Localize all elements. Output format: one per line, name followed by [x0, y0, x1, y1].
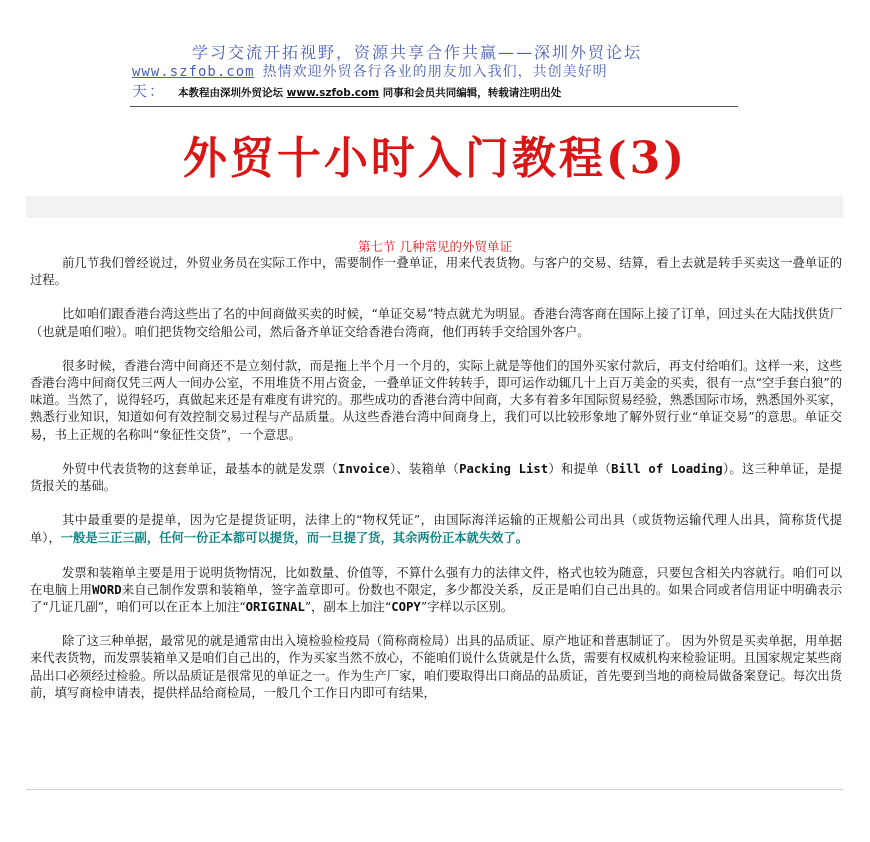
word-term: WORD — [92, 582, 122, 597]
paragraph-4 — [30, 461, 842, 495]
forum-url-link[interactable]: www.szfob.com — [132, 64, 255, 80]
welcome-line — [132, 61, 608, 81]
copy-term: COPY — [391, 600, 421, 615]
welcome-text: 热情欢迎外贸各行各业的朋友加入我们，共创美好明 — [262, 64, 608, 80]
paragraph-2: 比如咱们跟香港台湾这些出了名的中间商做买卖的时候，“单证交易”特点就尤为明显。香港台湾客商在国际上接了订单，回过头在大陆找供货厂（也就是咱们啦）。咱们把货物交给船公司，然后备齐单证交给香港台湾商，他们再转手交给国外客户。 — [30, 307, 842, 339]
bill-of-loading-term: Bill of Loading — [611, 461, 723, 476]
original-term: ORIGINAL — [245, 600, 305, 615]
paragraph-5 — [30, 512, 842, 547]
document-title: 外贸十小时入门教程(3) — [182, 133, 688, 184]
note-prefix: 本教程由深圳外贸论坛 — [178, 87, 284, 99]
p6-text-b: 来自己制作发票和装箱单，签字盖章即可。份数也不限定，多少都没关系，反正是咱们自己出具的。如果合同或者信用证中明确表示了“几证几副”，咱们可以在正本上加注“ — [30, 582, 842, 615]
paragraph-7: 除了这三种单据，最常见的就是通常由出入境检验检疫局（简称商检局）出具的品质证、原产地证和普惠制证了。 因为外贸是买卖单据，用单据来代表货物，而发票装箱单又是咱们自己出的，作为买家当然不放心，不能咱们说什么货就是什么货，需要有权威机构来检验证明。且国家规定某些商品出口必须经过检验。所以品质证是很常见的单证之一。作为生产厂家，咱们要取得出口商品的品质证，首先要到当地的商检局做备案登记。每次出货前，填写商检申请表，提供样品给商检局，一般几个工作日内即可有结果， — [30, 634, 842, 700]
note-url-link[interactable]: www.szfob.com — [286, 87, 380, 99]
paragraph-3: 很多时候，香港台湾中间商还不是立刻付款，而是拖上半个月一个月的，实际上就是等他们的国外买家付款后，再支付给咱们。这样一来，这些香港台湾中间商仅凭三两人一间办公室，不用堆货不用占资金，一叠单证文件转转手，即可运作动辄几十上百万美金的买卖，很有一点“空手套白狼”的味道。当然了，说得轻巧，真做起来还是有难度有讲究的。那些成功的香港台湾中间商，大多有着多年国际贸易经验，熟悉国际市场，熟悉国外买家，熟悉行业知识，知道如何有效控制交易过程与产品质量。从这些香港台湾中间商身上，我们可以比较形象地了解外贸行业“单证交易”的意思。单证交易，书上正规的名称叫“象征性交货”，一个意思。 — [30, 358, 842, 442]
header-divider — [130, 106, 738, 107]
copyright-note — [178, 87, 561, 99]
p4-text-a: 外贸中代表货物的这套单证，最基本的就是发票（ — [62, 461, 338, 476]
p4-text-b: ）、装箱单（ — [389, 461, 460, 476]
paragraph-1: 前几节我们曾经说过，外贸业务员在实际工作中，需要制作一叠单证，用来代表货物。与客户的交易、结算，看上去就是转手买卖这一叠单证的过程。 — [30, 256, 842, 288]
forum-slogan: 学习交流开拓视野，资源共享合作共赢——深圳外贸论坛 — [192, 43, 643, 62]
bill-highlight-text: 一般是三正三副，任何一份正本都可以提货，而一旦提了货，其余两份正本就失效了。 — [60, 530, 529, 546]
p6-text-a: 发票和装箱单主要是用于说明货物情况，比如数量、价值等，不算什么强有力的法律文件，格式也较为随意，只要包含相关内容就行。咱们可以在电脑上用 — [30, 565, 842, 597]
bottom-divider — [26, 789, 843, 790]
section-heading: 第七节 几种常见的外贸单证 — [358, 239, 512, 254]
copyright-line — [132, 80, 561, 101]
p6-text-d: ”字样以示区别。 — [420, 600, 514, 615]
title-separator-band — [26, 196, 843, 218]
p6-text-c: ”，副本上加注“ — [304, 600, 392, 615]
p4-text-d: ）。这三种单证，是提货报关的基础。 — [30, 461, 842, 494]
paragraph-6 — [30, 565, 842, 617]
article-body — [30, 255, 842, 719]
p4-text-c: ）和提单（ — [548, 461, 612, 476]
packing-list-term: Packing List — [459, 461, 549, 476]
welcome-end-text: 天： — [132, 82, 167, 100]
note-suffix: 同事和会员共同编辑，转载请注明出处 — [382, 87, 562, 99]
p5-text-a: 其中最重要的是提单，因为它是提货证明，法律上的“物权凭证”，由国际海洋运输的正规船公司出具（或货物运输代理人出具，简称货代提单）， — [30, 513, 842, 546]
invoice-term: Invoice — [337, 461, 390, 476]
